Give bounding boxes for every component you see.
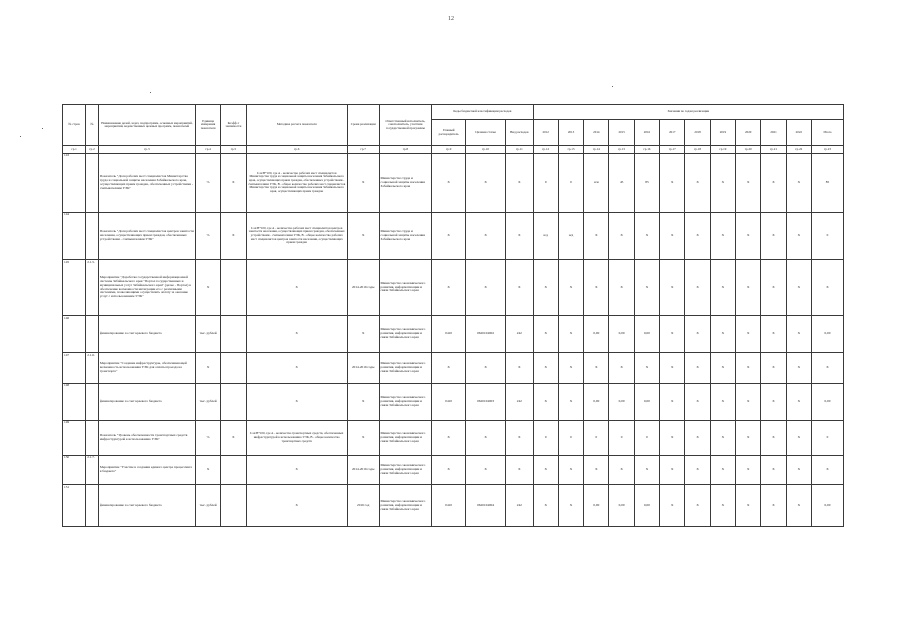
row-number-cell: 150 bbox=[63, 455, 86, 484]
item-name-cell: Показатель "Доля рабочих мест специалистов центров занятости населения, осуществляющих прием граждан, обеспеченных устройствами - считывателями УЭК" bbox=[98, 212, 195, 259]
main-manager-cell: X bbox=[432, 455, 466, 484]
main-manager-cell: 0410 bbox=[432, 316, 466, 353]
header-unit: Единица измерения показателя bbox=[195, 105, 220, 146]
col-number: гр.6 bbox=[246, 146, 347, 153]
header-target-item: Целевая статья bbox=[466, 120, 506, 146]
table-row bbox=[63, 353, 844, 383]
item-name-cell: финансирование за счет краевого бюджета bbox=[98, 485, 195, 527]
col-number: гр.19 bbox=[710, 146, 735, 153]
unit-cell: тыс. рублей bbox=[195, 485, 220, 527]
main-manager-cell: X bbox=[432, 212, 466, 259]
year-value-cell: X bbox=[786, 259, 811, 315]
col-number: гр.14 bbox=[584, 146, 609, 153]
total-cell: 0,00 bbox=[811, 316, 843, 353]
expense-type-cell: X bbox=[506, 353, 533, 383]
year-value-cell: X bbox=[685, 485, 710, 527]
year-value-cell: X bbox=[685, 383, 710, 420]
year-value-cell: 0,00 bbox=[634, 485, 659, 527]
year-value-cell: X bbox=[786, 316, 811, 353]
year-value-cell: X bbox=[533, 316, 558, 353]
header-main-manager: Главный распорядитель bbox=[432, 120, 466, 146]
year-value-cell: 0,00 bbox=[609, 485, 634, 527]
year-value-cell: X bbox=[533, 259, 558, 315]
item-code-cell: 2.1.5. bbox=[86, 259, 99, 315]
main-manager-cell: X bbox=[432, 259, 466, 315]
row-number-cell: 143 bbox=[63, 153, 86, 212]
method-cell: X bbox=[246, 316, 347, 353]
year-value-cell: X bbox=[685, 259, 710, 315]
year-value-cell: X bbox=[786, 485, 811, 527]
year-value-cell: X bbox=[634, 353, 659, 383]
year-value-cell: X bbox=[736, 420, 761, 455]
header-method: Методика расчета показателя bbox=[246, 105, 347, 146]
item-code-cell bbox=[86, 316, 99, 353]
item-code-cell: 2.1.7. bbox=[86, 455, 99, 484]
header-budget-codes: Коды бюджетной классификации расходов bbox=[432, 105, 533, 120]
col-number: гр.18 bbox=[685, 146, 710, 153]
scan-speck bbox=[150, 92, 151, 93]
row-number-cell: 147 bbox=[63, 353, 86, 383]
year-value-cell: X bbox=[584, 259, 609, 315]
unit-cell: % bbox=[195, 420, 220, 455]
header-row-number: № строк bbox=[63, 105, 86, 146]
col-number: гр.16 bbox=[634, 146, 659, 153]
expense-type-cell: 242 bbox=[506, 383, 533, 420]
year-value-cell: X bbox=[786, 353, 811, 383]
unit-cell: % bbox=[195, 153, 220, 212]
year-value-cell: X bbox=[786, 420, 811, 455]
term-cell: 2014-2016 годы bbox=[347, 259, 379, 315]
unit-cell: X bbox=[195, 353, 220, 383]
header-expense-type: Вид расходов bbox=[506, 120, 533, 146]
header-year: 2018 bbox=[685, 120, 710, 146]
total-cell: X bbox=[811, 455, 843, 484]
year-value-cell: X bbox=[660, 420, 685, 455]
year-value-cell: X bbox=[786, 455, 811, 484]
year-value-cell: X bbox=[736, 212, 761, 259]
coefficient-cell bbox=[221, 455, 246, 484]
year-value-cell: 0 bbox=[533, 153, 558, 212]
row-number-cell: 145 bbox=[63, 259, 86, 315]
year-value-cell: X bbox=[584, 212, 609, 259]
year-value-cell: X bbox=[736, 485, 761, 527]
year-value-cell: 85 bbox=[634, 153, 659, 212]
year-value-cell: X bbox=[533, 353, 558, 383]
year-value-cell: X bbox=[736, 353, 761, 383]
target-item-cell: X bbox=[466, 455, 506, 484]
year-value-cell: X bbox=[786, 383, 811, 420]
year-value-cell: X bbox=[761, 259, 786, 315]
year-value-cell: н/д bbox=[558, 212, 583, 259]
method-cell: X bbox=[246, 353, 347, 383]
year-value-cell: 0 bbox=[609, 420, 634, 455]
table-body bbox=[63, 146, 844, 527]
main-manager-cell: X bbox=[432, 420, 466, 455]
year-value-cell: X bbox=[609, 212, 634, 259]
unit-cell: тыс. рублей bbox=[195, 383, 220, 420]
year-value-cell: X bbox=[634, 212, 659, 259]
table-row bbox=[63, 485, 844, 527]
year-value-cell: X bbox=[533, 455, 558, 484]
item-name-cell: Показатель "Доля рабочих мест специалистов Министерства труда и социальной защиты населения Забайкальского края, осуществляющих прием граждан, обеспеченных устройствами - считывателями УЭК" bbox=[98, 153, 195, 212]
executor-cell: Министерство экономического развития, информатизации и связи Забайкальского края bbox=[379, 455, 432, 484]
unit-cell: % bbox=[195, 212, 220, 259]
executor-cell: Министерство экономического развития, информатизации и связи Забайкальского края bbox=[379, 259, 432, 315]
year-value-cell: 45 bbox=[609, 153, 634, 212]
executor-cell: Министерство экономического развития, информатизации и связи Забайкальского края bbox=[379, 316, 432, 353]
header-year: 2013 bbox=[558, 120, 583, 146]
header-number: № bbox=[86, 105, 99, 146]
table-row bbox=[63, 455, 844, 484]
year-value-cell: X bbox=[736, 383, 761, 420]
item-code-cell bbox=[86, 212, 99, 259]
expense-type-cell: X bbox=[506, 153, 533, 212]
header-executor: Ответственный исполнитель, соисполнитель, участник государственной программы bbox=[379, 105, 432, 146]
col-number: гр.10 bbox=[466, 146, 506, 153]
header-year: 2021 bbox=[761, 120, 786, 146]
col-number: гр.11 bbox=[506, 146, 533, 153]
year-value-cell: н/и bbox=[584, 153, 609, 212]
coefficient-cell: X bbox=[221, 420, 246, 455]
expense-type-cell: X bbox=[506, 212, 533, 259]
table-row bbox=[63, 420, 844, 455]
year-value-cell: X bbox=[660, 353, 685, 383]
total-cell: 0,00 bbox=[811, 383, 843, 420]
total-cell: X bbox=[811, 353, 843, 383]
term-cell: 2016 год bbox=[347, 485, 379, 527]
year-value-cell: X bbox=[786, 212, 811, 259]
total-cell: 0 bbox=[811, 212, 843, 259]
year-value-cell: X bbox=[761, 153, 786, 212]
year-value-cell: X bbox=[736, 455, 761, 484]
year-value-cell: X bbox=[685, 420, 710, 455]
page-number: 12 bbox=[448, 16, 454, 22]
item-name-cell: Мероприятие "Участие в создании единого центра процессинга в бюджете" bbox=[98, 455, 195, 484]
row-number-cell: 144 bbox=[63, 212, 86, 259]
term-cell: X bbox=[347, 212, 379, 259]
main-manager-cell: 0410 bbox=[432, 383, 466, 420]
item-code-cell bbox=[86, 485, 99, 527]
coefficient-cell bbox=[221, 383, 246, 420]
coefficient-cell bbox=[221, 353, 246, 383]
year-value-cell: X bbox=[710, 485, 735, 527]
year-value-cell: 0 bbox=[584, 420, 609, 455]
main-manager-cell: 0410 bbox=[432, 485, 466, 527]
header-year: 2020 bbox=[736, 120, 761, 146]
main-manager-cell: X bbox=[432, 153, 466, 212]
year-value-cell: X bbox=[558, 316, 583, 353]
year-value-cell: X bbox=[710, 353, 735, 383]
year-value-cell: X bbox=[685, 353, 710, 383]
term-cell: X bbox=[347, 316, 379, 353]
year-value-cell: X bbox=[558, 353, 583, 383]
year-value-cell: X bbox=[660, 485, 685, 527]
term-cell: 2014-2016 годы bbox=[347, 353, 379, 383]
item-name-cell: Показатель "Уровень обеспеченности транспортных средств инфраструктурой к использованию УЭК" bbox=[98, 420, 195, 455]
header-name: Наименование целей, задач, подпрограмм, основных мероприятий, мероприятий, ведомственных целевых программ, показателей bbox=[98, 105, 195, 146]
col-number: гр.21 bbox=[761, 146, 786, 153]
year-value-cell: 0,00 bbox=[634, 383, 659, 420]
coefficient-cell: X bbox=[221, 153, 246, 212]
year-value-cell: X bbox=[660, 259, 685, 315]
year-value-cell: X bbox=[710, 259, 735, 315]
method-cell: I=А/В*100, где А - количество транспортных средств, обеспеченных инфраструктурой к использованию УЭК, В - общее количество транспортных средств bbox=[246, 420, 347, 455]
table-row bbox=[63, 383, 844, 420]
year-value-cell: X bbox=[533, 383, 558, 420]
year-value-cell: X bbox=[761, 455, 786, 484]
column-number-row bbox=[63, 146, 844, 153]
target-item-cell: X bbox=[466, 259, 506, 315]
year-value-cell: X bbox=[558, 455, 583, 484]
expense-type-cell: X bbox=[506, 259, 533, 315]
col-number: гр.9 bbox=[432, 146, 466, 153]
method-cell: X bbox=[246, 485, 347, 527]
unit-cell: X bbox=[195, 259, 220, 315]
target-item-cell: X bbox=[466, 353, 506, 383]
year-value-cell: X bbox=[660, 153, 685, 212]
year-value-cell: X bbox=[660, 383, 685, 420]
unit-cell: X bbox=[195, 455, 220, 484]
year-value-cell: X bbox=[736, 259, 761, 315]
year-value-cell: н/д bbox=[533, 212, 558, 259]
expense-type-cell: X bbox=[506, 420, 533, 455]
method-cell: I=А/В*100, где А - количество рабочих мест специалистов центров занятости населения, осуществляющих прием граждан, обеспеченных устройствами - считывателями УЭК, В - общее количество рабочих мест специалистов центров занятости населения, осуществляющих прием граждан bbox=[246, 212, 347, 259]
executor-cell: Министерство экономического развития, информатизации и связи Забайкальского края bbox=[379, 353, 432, 383]
item-name-cell: финансирование за счет краевого бюджета bbox=[98, 383, 195, 420]
col-number: гр.17 bbox=[660, 146, 685, 153]
header-values-by-year: Значения по годам реализации bbox=[533, 105, 843, 120]
scan-speck bbox=[20, 136, 21, 137]
scan-speck bbox=[42, 128, 43, 129]
year-value-cell: X bbox=[710, 153, 735, 212]
year-value-cell: X bbox=[710, 420, 735, 455]
term-cell: X bbox=[347, 153, 379, 212]
item-code-cell bbox=[86, 383, 99, 420]
year-value-cell: 0,00 bbox=[609, 383, 634, 420]
year-value-cell: X bbox=[761, 316, 786, 353]
year-value-cell: X bbox=[609, 259, 634, 315]
year-value-cell: X bbox=[660, 455, 685, 484]
year-value-cell: 0,00 bbox=[584, 316, 609, 353]
year-value-cell: X bbox=[584, 353, 609, 383]
year-value-cell: X bbox=[584, 455, 609, 484]
term-cell: 2014-2016 годы bbox=[347, 455, 379, 484]
header-total: Итого bbox=[811, 120, 843, 146]
col-number: гр.7 bbox=[347, 146, 379, 153]
year-value-cell: 0,00 bbox=[584, 485, 609, 527]
year-value-cell: X bbox=[761, 353, 786, 383]
method-cell: X bbox=[246, 383, 347, 420]
year-value-cell: X bbox=[685, 153, 710, 212]
target-item-cell: X bbox=[466, 420, 506, 455]
year-value-cell: X bbox=[761, 420, 786, 455]
year-value-cell: X bbox=[634, 259, 659, 315]
table-row bbox=[63, 259, 844, 315]
header-year: 2022 bbox=[786, 120, 811, 146]
executor-cell: Министерство труда и социальной защиты населения Забайкальского края bbox=[379, 212, 432, 259]
year-value-cell: X bbox=[660, 212, 685, 259]
program-table bbox=[62, 104, 844, 527]
term-cell: X bbox=[347, 383, 379, 420]
year-value-cell: 0 bbox=[558, 420, 583, 455]
year-value-cell: 0,00 bbox=[634, 316, 659, 353]
col-number: гр.20 bbox=[736, 146, 761, 153]
col-number: гр.13 bbox=[558, 146, 583, 153]
col-number: гр.8 bbox=[379, 146, 432, 153]
expense-type-cell: X bbox=[506, 455, 533, 484]
coefficient-cell bbox=[221, 259, 246, 315]
year-value-cell: X bbox=[634, 455, 659, 484]
year-value-cell: 0 bbox=[634, 420, 659, 455]
header-term: Сроки реализации bbox=[347, 105, 379, 146]
col-number: гр.2 bbox=[86, 146, 99, 153]
header-coefficient: Коэфф-т значимости bbox=[221, 105, 246, 146]
year-value-cell: X bbox=[533, 485, 558, 527]
item-name-cell: финансирование за счет краевого бюджета bbox=[98, 316, 195, 353]
col-number: гр.15 bbox=[609, 146, 634, 153]
item-code-cell bbox=[86, 420, 99, 455]
year-value-cell: X bbox=[736, 153, 761, 212]
table-row bbox=[63, 153, 844, 212]
term-cell: X bbox=[347, 420, 379, 455]
coefficient-cell bbox=[221, 485, 246, 527]
year-value-cell: X bbox=[685, 455, 710, 484]
year-value-cell: X bbox=[685, 212, 710, 259]
year-value-cell: X bbox=[736, 316, 761, 353]
year-value-cell: X bbox=[710, 383, 735, 420]
year-value-cell: X bbox=[558, 485, 583, 527]
year-value-cell: X bbox=[558, 259, 583, 315]
year-value-cell: X bbox=[710, 316, 735, 353]
item-name-cell: Мероприятие "Создание инфраструктуры, обеспечивающей возможность использования УЭК для оплаты проезда на транспорте" bbox=[98, 353, 195, 383]
col-number: гр.5 bbox=[221, 146, 246, 153]
item-name-cell: Мероприятие "Доработка государственной информационной системы Забайкальского края "Портал государственных и муниципальных услуг Забайкальского края" (далее - Портал) в обеспечение возможности интеграции его с различными системами, позволяющими осуществлять оплату за оказание услуг с использованием УЭК" bbox=[98, 259, 195, 315]
table-header bbox=[63, 105, 844, 146]
header-year: 2012 bbox=[533, 120, 558, 146]
table-row bbox=[63, 212, 844, 259]
year-value-cell: X bbox=[609, 455, 634, 484]
year-value-cell: X bbox=[786, 153, 811, 212]
year-value-cell: 0,00 bbox=[609, 316, 634, 353]
row-number-cell: 151 bbox=[63, 485, 86, 527]
col-number: гр.12 bbox=[533, 146, 558, 153]
coefficient-cell bbox=[221, 316, 246, 353]
year-value-cell: 0 bbox=[558, 153, 583, 212]
col-number: гр.1 bbox=[63, 146, 86, 153]
year-value-cell: X bbox=[660, 316, 685, 353]
col-number: гр.22 bbox=[786, 146, 811, 153]
executor-cell: Министерство экономического развития, информатизации и связи Забайкальского края bbox=[379, 485, 432, 527]
header-year: 2015 bbox=[609, 120, 634, 146]
year-value-cell: X bbox=[761, 383, 786, 420]
header-year: 2014 bbox=[584, 120, 609, 146]
executor-cell: Министерство экономического развития, информатизации и связи Забайкальского края bbox=[379, 420, 432, 455]
method-cell: X bbox=[246, 455, 347, 484]
header-year: 2019 bbox=[710, 120, 735, 146]
item-code-cell bbox=[86, 153, 99, 212]
target-item-cell: X bbox=[466, 212, 506, 259]
row-number-cell: 148 bbox=[63, 383, 86, 420]
year-value-cell: X bbox=[710, 212, 735, 259]
executor-cell: Министерство экономического развития, информатизации и связи Забайкальского края bbox=[379, 383, 432, 420]
table-row bbox=[63, 316, 844, 353]
item-code-cell: 2.1.6. bbox=[86, 353, 99, 383]
target-item-cell: X bbox=[466, 153, 506, 212]
col-number: гр.23 bbox=[811, 146, 843, 153]
year-value-cell: X bbox=[761, 485, 786, 527]
row-number-cell: 146 bbox=[63, 316, 86, 353]
scan-speck bbox=[612, 86, 613, 87]
year-value-cell: X bbox=[609, 353, 634, 383]
row-number-cell: 149 bbox=[63, 420, 86, 455]
method-cell: X bbox=[246, 259, 347, 315]
year-value-cell: X bbox=[558, 383, 583, 420]
col-number: гр.4 bbox=[195, 146, 220, 153]
total-cell: 0,00 bbox=[811, 485, 843, 527]
target-item-cell: 0620104002 bbox=[466, 316, 506, 353]
year-value-cell: X bbox=[685, 316, 710, 353]
total-cell: 85 bbox=[811, 153, 843, 212]
unit-cell: тыс. рублей bbox=[195, 316, 220, 353]
header-year: 2016 bbox=[634, 120, 659, 146]
header-year: 2017 bbox=[660, 120, 685, 146]
method-cell: I=А/В*100, где А - количество рабочих мест специалистов Министерства труда и социальной защиты населения Забайкальского края, осуществляющих прием граждан, обеспеченных устройствами - считывателями УЭК, В - общее количество рабочих мест специалистов Министерства труда и социальной защиты населения Забайкальского края, осуществляющих прием граждан bbox=[246, 153, 347, 212]
total-cell: 0 bbox=[811, 420, 843, 455]
expense-type-cell: 242 bbox=[506, 316, 533, 353]
total-cell: X bbox=[811, 259, 843, 315]
year-value-cell: 0,00 bbox=[584, 383, 609, 420]
main-manager-cell: X bbox=[432, 353, 466, 383]
expense-type-cell: 242 bbox=[506, 485, 533, 527]
year-value-cell: 0 bbox=[533, 420, 558, 455]
year-value-cell: X bbox=[761, 212, 786, 259]
target-item-cell: 0620104004 bbox=[466, 485, 506, 527]
executor-cell: Министерство труда и социальной защиты населения Забайкальского края bbox=[379, 153, 432, 212]
col-number: гр.3 bbox=[98, 146, 195, 153]
coefficient-cell: X bbox=[221, 212, 246, 259]
target-item-cell: 0620104003 bbox=[466, 383, 506, 420]
year-value-cell: X bbox=[710, 455, 735, 484]
